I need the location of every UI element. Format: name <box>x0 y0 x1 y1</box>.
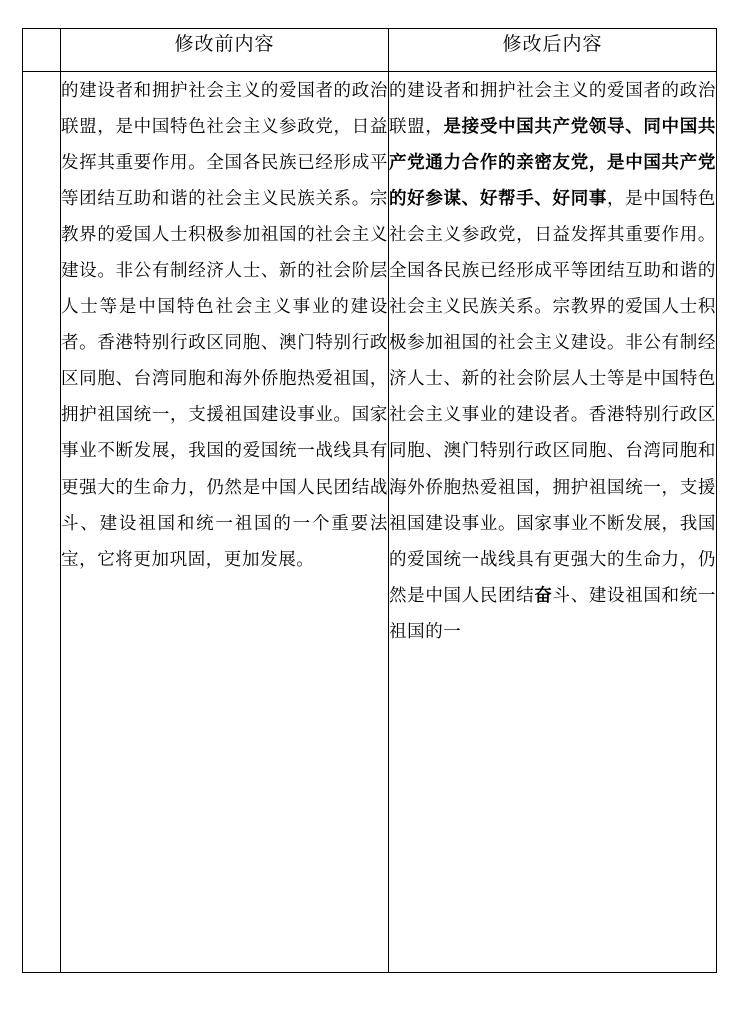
after-content-cell <box>389 72 717 973</box>
before-content-cell <box>61 72 389 973</box>
after-text-segment-3: 斗、建设祖国和统一祖国的一 <box>389 584 716 641</box>
header-cell-marker <box>23 29 61 72</box>
table-row <box>23 72 717 973</box>
after-text-segment-2: ，是中国特色社会主义参政党，日益发挥其重要作用。全国各民族已经形成平等团结互助和谐的社会主义民族关系。宗教界的爱国人士积极参加祖国的社会主义建设。非公有制经济人士、新的社会阶层人士等是中国特色社会主义事业的建设者。香港特别行政区同胞、澳门特别行政区同胞、台湾同胞和海外侨胞热爱祖国，拥护祖国统一，支援祖国建设事业。国家事业不断发展，我国的爱国统一战线具有更强大的生命力，仍然是中国人民团结 <box>389 188 716 605</box>
row-marker-cell <box>23 72 61 973</box>
before-text: 的建设者和拥护社会主义的爱国者的政治联盟，是中国特色社会主义参政党，日益发挥其重要作用。全国各民族已经形成平等团结互助和谐的社会主义民族关系。宗教界的爱国人士积极参加祖国的社会主义建设。非公有制经济人士、新的社会阶层人士等是中国特色社会主义事业的建设者。香港特别行政区同胞、澳门特别行政区同胞、台湾同胞和海外侨胞热爱祖国，拥护祖国统一，支援祖国建设事业。国家事业不断发展，我国的爱国统一战线具有更强大的生命力，仍然是中国人民团结战斗、建设祖国和统一祖国的一个重要法宝，它将更加巩固，更加发展。 <box>61 80 388 569</box>
header-cell-after: 修改后内容 <box>389 29 717 72</box>
revision-comparison-table <box>22 28 717 973</box>
after-text-inserted-1: 是接受中国共产党领导、同中国共产党通力合作的亲密友党，是中国共产党的好参谋、好帮手、好同事 <box>389 116 716 209</box>
after-text-segment-1: 的建设者和拥护社会主义的爱国者的政治联盟， <box>389 80 716 137</box>
after-text-inserted-2: 奋 <box>534 584 553 605</box>
before-paragraph <box>61 72 388 577</box>
after-paragraph <box>389 72 716 649</box>
table-header-row <box>23 29 717 72</box>
header-cell-before: 修改前内容 <box>61 29 389 72</box>
